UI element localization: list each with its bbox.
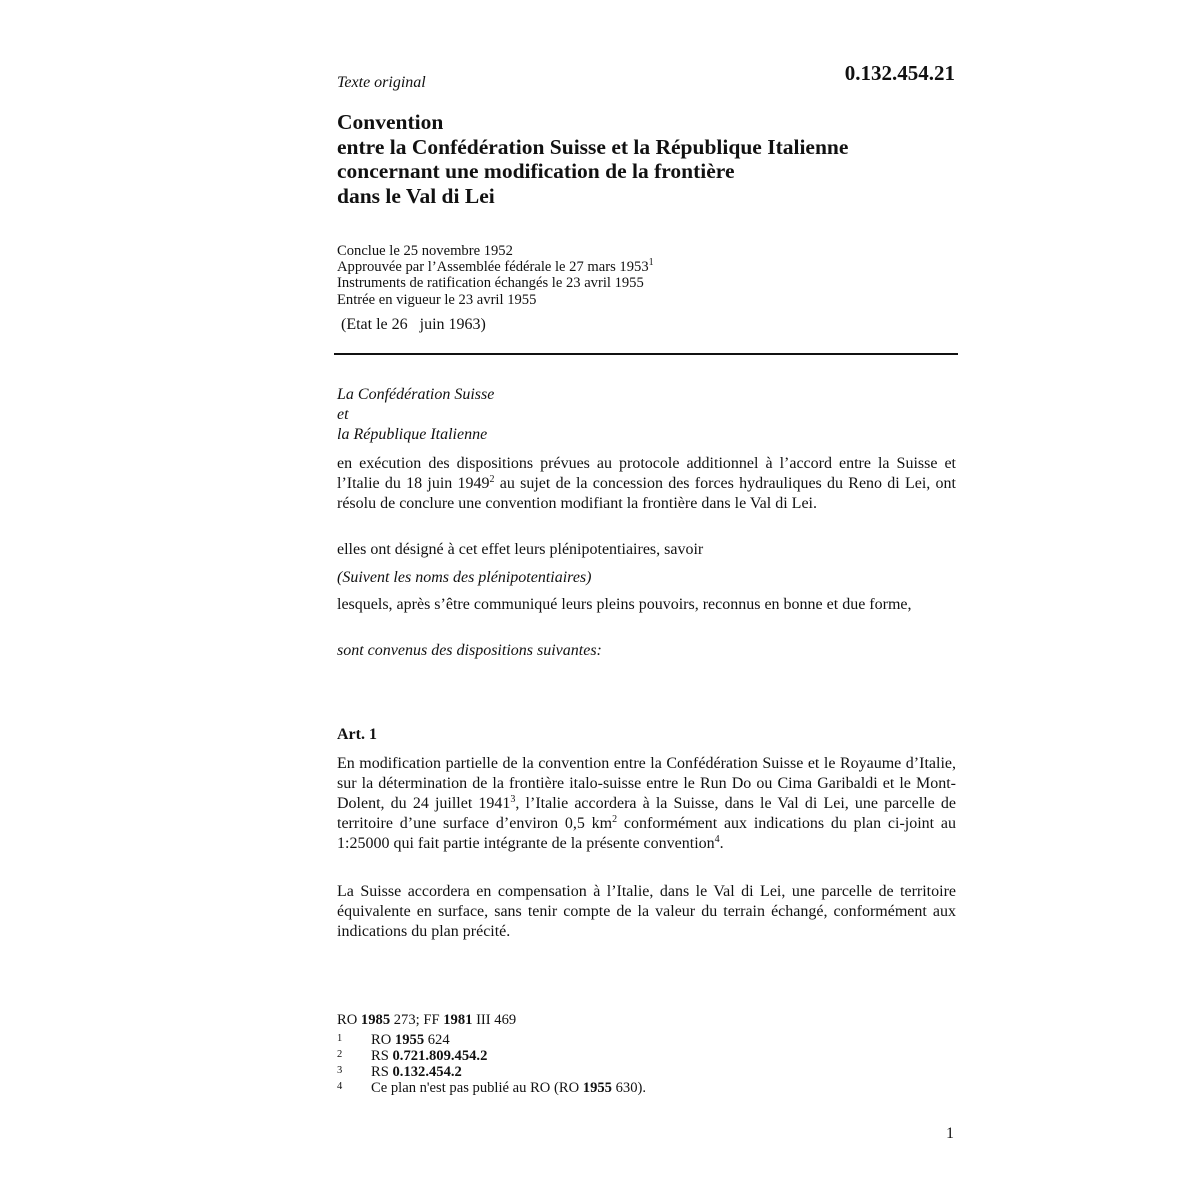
title-line-1: Convention xyxy=(337,110,444,134)
footnote-2 xyxy=(337,1047,487,1065)
title-line-2: entre la Confédération Suisse et la République Italienne xyxy=(337,134,849,159)
meta-etat: (Etat le 26 juin 1963) xyxy=(341,316,486,333)
document-title xyxy=(337,110,957,208)
preamble-p1-text-a: en exécution des dispositions prévues au protocole additionnel à l’accord entre la Suisse et l’Italie du 18 juin 1949 xyxy=(337,455,956,492)
page-number: 1 xyxy=(946,1125,954,1142)
footnote-1 xyxy=(337,1031,450,1049)
ro-prefix: RO xyxy=(337,1012,361,1028)
title-line-4: dans le Val di Lei xyxy=(337,183,495,208)
footnote-bold: 1955 xyxy=(582,1080,612,1096)
footnote-text: RS xyxy=(371,1064,393,1080)
footnote-bold: 0.721.809.454.2 xyxy=(392,1048,488,1064)
meta-entree: Entrée en vigueur le 23 avril 1955 xyxy=(337,291,537,308)
footnote-bold: 0.132.454.2 xyxy=(392,1064,462,1080)
meta-instruments: Instruments de ratification échangés le 23 avril 1955 xyxy=(337,275,644,292)
party-1: La Confédération Suisse xyxy=(337,386,495,403)
footnote-bold: 1955 xyxy=(394,1032,425,1048)
footnote-number: 3 xyxy=(337,1065,343,1076)
art1-p1-a: En modification partielle de la convention entre la Confédération Suisse et le Royaume d’Italie, sur la détermination de la frontière italo-suisse entre le Run Do ou Cima Garibaldi et le Mont-Dolent, du 24 juillet 1941 xyxy=(337,755,956,812)
ro-year: 1985 xyxy=(360,1012,391,1028)
title-line-3: concernant une modification de la frontière xyxy=(337,159,735,183)
art1-p1-c: conformément aux indications du plan ci-joint au 1:25000 qui fait partie intégrante de la présente convention xyxy=(337,815,957,852)
footnote-number: 2 xyxy=(337,1049,343,1060)
footnote-ref-2[interactable]: 2 xyxy=(489,474,495,485)
preamble-paragraph-2: elles ont désigné à cet effet leurs plénipotentiaires, savoir xyxy=(337,541,704,558)
party-2: la République Italienne xyxy=(337,426,488,443)
meta-conclue: Conclue le 25 novembre 1952 xyxy=(337,243,513,259)
preamble-paragraph-1 xyxy=(337,454,956,514)
ro-mid: 273; FF xyxy=(390,1012,444,1028)
art1-p1-d: . xyxy=(719,835,724,852)
footnote-ref-3[interactable]: 3 xyxy=(510,794,516,805)
article-1-paragraph-1 xyxy=(337,754,956,854)
footnote-3 xyxy=(337,1063,462,1081)
texte-original-label: Texte original xyxy=(337,74,426,91)
meta-approuvee xyxy=(337,259,957,275)
article-1-title: Art. 1 xyxy=(337,726,377,743)
art1-p1-b: , l’Italie accordera à la Suisse, dans le Val di Lei, une parcelle de territoire d’une surface d’environ 0,5 km xyxy=(337,795,957,832)
footnote-ref-1[interactable]: 1 xyxy=(648,257,654,269)
footnote-number: 1 xyxy=(337,1033,343,1044)
preamble-parties xyxy=(337,385,494,445)
preamble-paragraph-4: lesquels, après s’être communiqué leurs pleins pouvoirs, reconnus en bonne et due forme, xyxy=(337,596,912,613)
preamble-paragraph-3: (Suivent les noms des plénipotentiaires) xyxy=(337,569,592,586)
preamble-p1-text-b: au sujet de la concession des forces hydrauliques du Reno di Lei, ont résolu de conclure une convention modifiant la frontière dans le Val di Lei. xyxy=(337,475,956,512)
footnote-text: RO xyxy=(371,1032,395,1048)
meta-approuvee-text: Approuvée par l’Assemblée fédérale le 27 mars 1953 xyxy=(337,259,649,276)
party-et: et xyxy=(337,406,349,423)
ff-suffix: III 469 xyxy=(472,1012,517,1028)
header-divider xyxy=(334,353,958,355)
preamble-paragraph-5: sont convenus des dispositions suivantes: xyxy=(337,642,602,659)
footnote-text: RS xyxy=(371,1048,393,1064)
sr-number: 0.132.454.21 xyxy=(844,61,955,85)
footnote-number: 4 xyxy=(337,1081,343,1092)
article-1-paragraph-2: La Suisse accordera en compensation à l’Italie, dans le Val di Lei, une parcelle de territoire équivalente en surface, sans tenir compte de la valeur du terrain échangé, conformément aux indications du plan précité. xyxy=(337,883,956,940)
footnote-text-post: 624 xyxy=(424,1032,450,1048)
document-meta xyxy=(337,243,957,308)
footnote-text-post: 630). xyxy=(611,1080,647,1096)
footnote-ref-4[interactable]: 4 xyxy=(714,834,720,845)
footnote-4 xyxy=(337,1079,646,1097)
ff-year: 1981 xyxy=(443,1012,473,1028)
footer-ro-reference xyxy=(337,1012,516,1029)
superscript-2: 2 xyxy=(612,814,618,825)
footnote-text: Ce plan n'est pas publié au RO (RO xyxy=(371,1080,583,1096)
